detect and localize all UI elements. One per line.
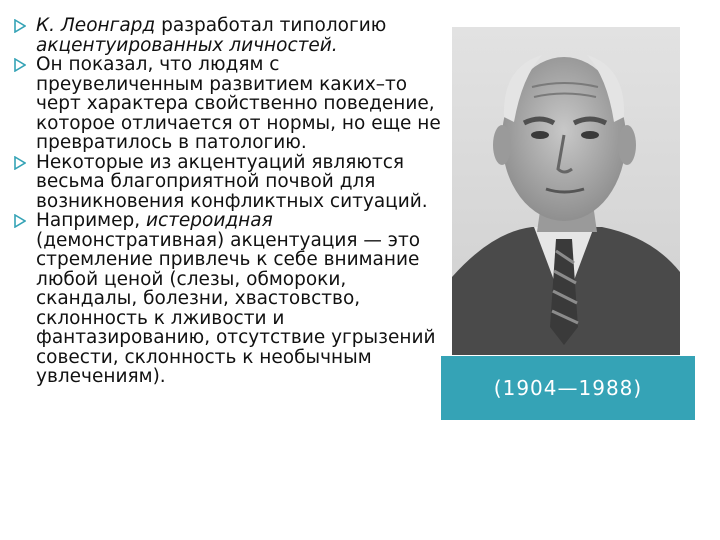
author-name: К. Леонгард: [36, 15, 156, 36]
portrait-illustration: [452, 27, 680, 355]
triangle-bullet-icon: [14, 19, 26, 33]
bullet-item: [14, 55, 444, 153]
bullet-item: [14, 211, 444, 387]
bullet-text: (демонстративная) акцентуация — это стремление привлечь к себе внимание любой ценой (слезы, обмороки, скандалы, болезни, хвастовство, склонность к лживости и фантазированию, отсутствие угрызений совести, склонность к необычным увлечениям).: [36, 229, 436, 387]
years-caption-box: [441, 356, 695, 420]
triangle-bullet-icon: [14, 58, 26, 72]
triangle-bullet-icon: [14, 156, 26, 170]
accentuation-term: истероидная: [145, 210, 273, 231]
bullet-list: [14, 16, 444, 387]
typology-term: акцентуированных личностей.: [36, 34, 338, 56]
triangle-bullet-icon: [14, 214, 26, 228]
bullet-item: [14, 16, 444, 55]
bullet-item: [14, 153, 444, 212]
bullet-text: Некоторые из акцентуаций являются весьма благоприятной почвой для возникновения конфликтных ситуаций.: [36, 151, 428, 212]
bullet-text: разработал типологию: [155, 15, 387, 36]
portrait-photo: [452, 27, 680, 355]
bullet-text: Он показал, что людям с преувеличенным развитием каких–то черт характера свойственно поведение, которое отличается от нормы, но еще не превратилось в патологию.: [36, 54, 441, 153]
years-caption: (1904—1988): [493, 376, 643, 400]
bullet-prefix: Например,: [36, 210, 146, 231]
